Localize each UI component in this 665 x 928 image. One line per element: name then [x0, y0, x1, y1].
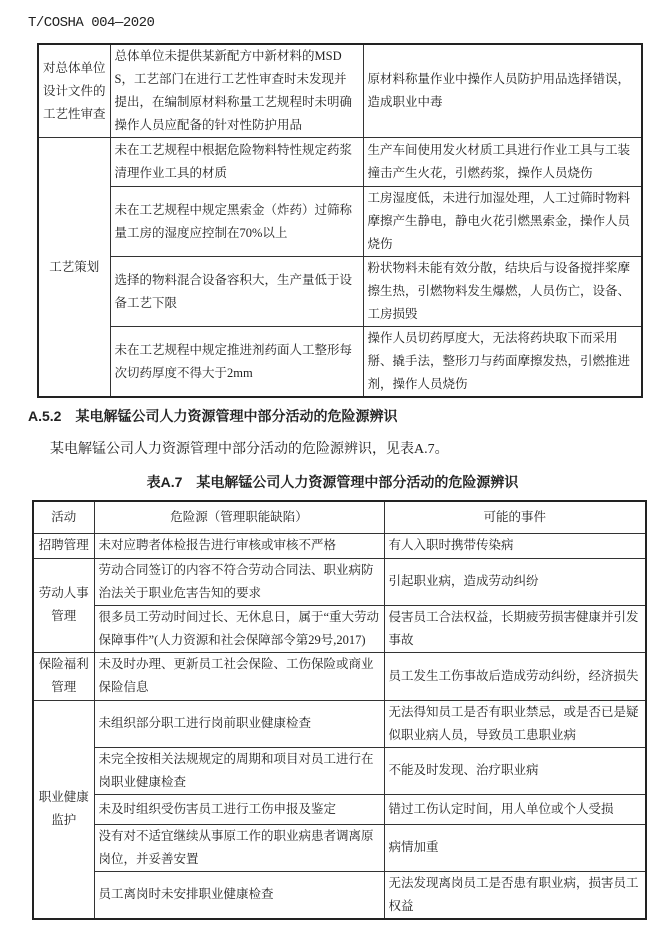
table-row — [38, 257, 642, 327]
header-hazard: 危险源（管理职能缺陷） — [94, 501, 384, 533]
hazard-cell: 未在工艺规程中根据危险物料特性规定药浆清理作业工具的材质 — [110, 138, 363, 187]
event-cell: 生产车间使用发火材质工具进行作业工具与工装撞击产生火花，引燃药浆，操作人员烧伤 — [363, 138, 642, 187]
table-row — [33, 652, 646, 700]
event-cell: 员工发生工伤事故后造成劳动纠纷，经济损失 — [384, 652, 646, 700]
table-row — [33, 605, 646, 652]
activity-cell: 对总体单位设计文件的工艺性审查 — [38, 44, 110, 138]
table-caption: 表A.7 某电解锰公司人力资源管理中部分活动的危险源辨识 — [146, 474, 519, 490]
event-cell: 无法得知员工是否有职业禁忌，或是否已是疑似职业病人员，导致员工患职业病 — [384, 700, 646, 747]
table-row — [38, 327, 642, 398]
event-cell: 操作人员切药厚度大，无法将药块取下而采用掰、撬手法，整形刀与药面摩擦发热，引燃推进剂，操作人员烧伤 — [363, 327, 642, 398]
activity-cell: 招聘管理 — [33, 533, 94, 558]
table-row — [33, 794, 646, 824]
document-id: T/COSHA 004—2020 — [28, 15, 155, 31]
header-event: 可能的事件 — [384, 501, 646, 533]
event-cell: 引起职业病，造成劳动纠纷 — [384, 558, 646, 605]
hazard-cell: 很多员工劳动时间过长、无休息日，属于“重大劳动保障事件”(人力资源和社会保障部令第29号,2017) — [94, 605, 384, 652]
table-row — [33, 700, 646, 747]
hazard-cell: 未完全按相关法规规定的周期和项目对员工进行在岗职业健康检查 — [94, 747, 384, 794]
table-row — [33, 533, 646, 558]
hazard-cell: 劳动合同签订的内容不符合劳动合同法、职业病防治法关于职业危害告知的要求 — [94, 558, 384, 605]
header-activity: 活动 — [33, 501, 94, 533]
hazard-cell: 未对应聘者体检报告进行审核或审核不严格 — [94, 533, 384, 558]
event-cell: 有人入职时携带传染病 — [384, 533, 646, 558]
hazard-cell: 选择的物料混合设备容积大，生产量低于设备工艺下限 — [110, 257, 363, 327]
activity-cell: 工艺策划 — [38, 138, 110, 398]
table-a7 — [32, 500, 647, 920]
section-paragraph: 某电解锰公司人力资源管理中部分活动的危险源辨识，见表A.7。 — [50, 442, 449, 457]
table-row — [38, 44, 642, 138]
event-cell: 无法发现离岗员工是否患有职业病，损害员工权益 — [384, 871, 646, 919]
hazard-cell: 员工离岗时未安排职业健康检查 — [94, 871, 384, 919]
previous-table-continuation — [37, 43, 643, 398]
activity-cell: 劳动人事管理 — [33, 558, 94, 652]
hazard-cell: 未组织部分职工进行岗前职业健康检查 — [94, 700, 384, 747]
hazard-cell: 总体单位未提供某新配方中新材料的MSDS，工艺部门在进行工艺性审查时未发现并提出，在编制原材料称量工艺规程时未明确操作人员应配备的针对性防护用品 — [110, 44, 363, 138]
table-row — [33, 558, 646, 605]
table-row — [33, 824, 646, 871]
event-cell: 原材料称量作业中操作人员防护用品选择错误，造成职业中毒 — [363, 44, 642, 138]
event-cell: 侵害员工合法权益，长期疲劳损害健康并引发事故 — [384, 605, 646, 652]
event-cell: 工房湿度低，未进行加湿处理，人工过筛时物料摩擦产生静电，静电火花引燃黑索金，操作人员烧伤 — [363, 187, 642, 257]
hazard-cell: 未在工艺规程中规定黑索金（炸药）过筛称量工房的湿度应控制在70%以上 — [110, 187, 363, 257]
table-row — [38, 138, 642, 187]
hazard-cell: 未在工艺规程中规定推进剂药面人工整形每次切药厚度不得大于2mm — [110, 327, 363, 398]
event-cell: 错过工伤认定时间，用人单位或个人受损 — [384, 794, 646, 824]
activity-cell: 职业健康监护 — [33, 700, 94, 919]
hazard-cell: 没有对不适宜继续从事原工作的职业病患者调离原岗位，并妥善安置 — [94, 824, 384, 871]
activity-cell: 保险福利管理 — [33, 652, 94, 700]
table-header-row — [33, 501, 646, 533]
event-cell: 病情加重 — [384, 824, 646, 871]
section-heading: A.5.2 某电解锰公司人力资源管理中部分活动的危险源辨识 — [28, 408, 398, 424]
table-row — [38, 187, 642, 257]
table-row — [33, 747, 646, 794]
table-row — [33, 871, 646, 919]
hazard-cell: 未及时办理、更新员工社会保险、工伤保险或商业保险信息 — [94, 652, 384, 700]
event-cell: 粉状物料未能有效分散，结块后与设备搅拌桨摩擦生热，引燃物料发生爆燃，人员伤亡，设备、工房损毁 — [363, 257, 642, 327]
hazard-cell: 未及时组织受伤害员工进行工伤申报及鉴定 — [94, 794, 384, 824]
event-cell: 不能及时发现、治疗职业病 — [384, 747, 646, 794]
